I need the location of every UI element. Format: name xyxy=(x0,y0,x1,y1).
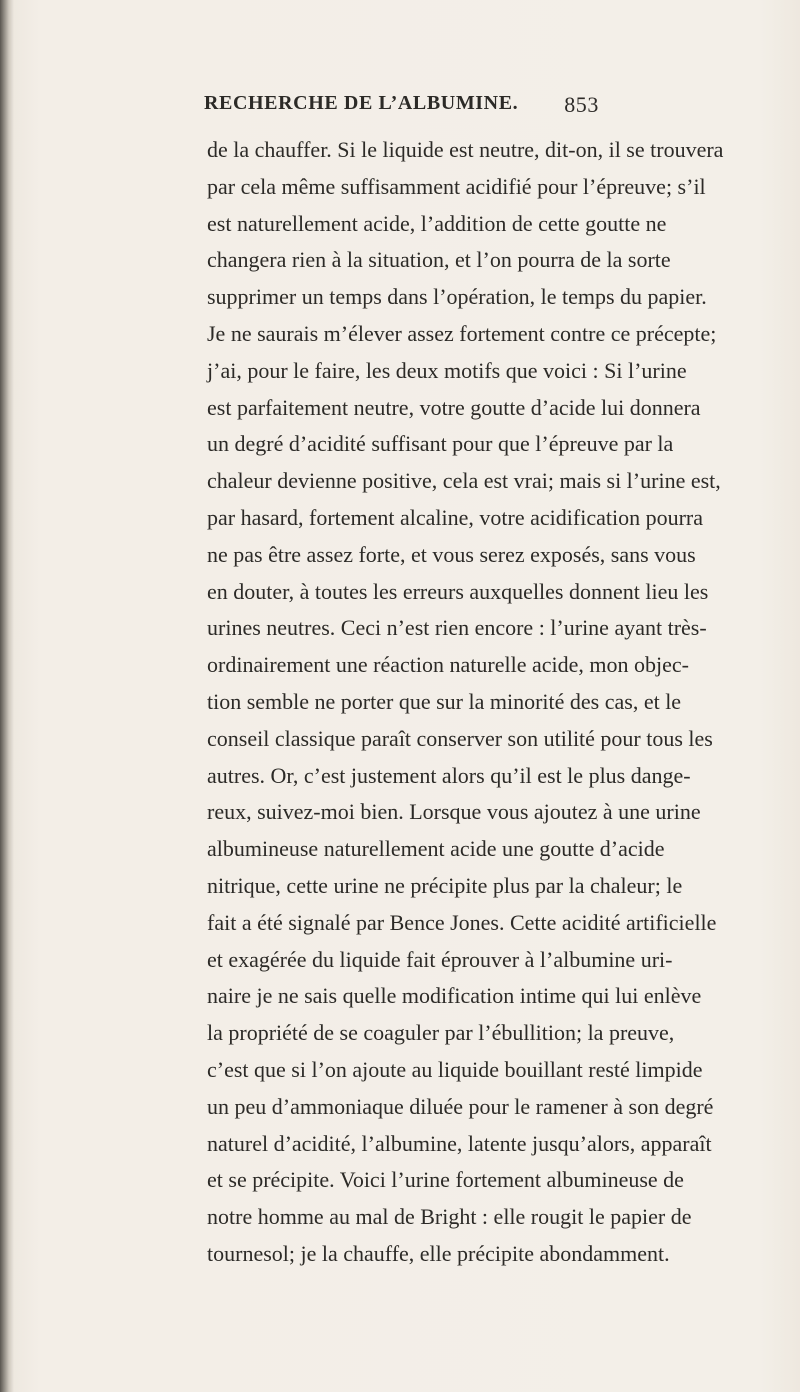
page-binding-edge xyxy=(0,0,14,1392)
text-line: tion semble ne porter que sur la minorité des cas, et le xyxy=(207,688,682,714)
text-line: c’est que si l’on ajoute au liquide bouillant resté limpide xyxy=(207,1056,703,1082)
text-line: un peu d’ammoniaque diluée pour le ramener à son degré xyxy=(207,1093,714,1119)
text-line: naturel d’acidité, l’albumine, latente jusqu’alors, apparaît xyxy=(207,1130,712,1156)
text-line: autres. Or, c’est justement alors qu’il est le plus dange- xyxy=(207,762,691,788)
text-line: j’ai, pour le faire, les deux motifs que voici : Si l’urine xyxy=(207,357,687,383)
text-line: et exagérée du liquide fait éprouver à l’albumine uri- xyxy=(207,946,673,972)
text-line: de la chauffer. Si le liquide est neutre, dit-on, il se trouvera xyxy=(207,137,724,162)
text-line: ordinairement une réaction naturelle acide, mon objec- xyxy=(207,652,689,678)
body-text xyxy=(207,132,724,1273)
text-line: la propriété de se coaguler par l’ébullition; la preuve, xyxy=(207,1020,675,1046)
text-line: par hasard, fortement alcaline, votre acidification pourra xyxy=(207,504,703,530)
text-line: chaleur devienne positive, cela est vrai; mais si l’urine est, xyxy=(207,468,721,494)
text-line: nitrique, cette urine ne précipite plus par la chaleur; le xyxy=(207,872,683,898)
text-line: un degré d’acidité suffisant pour que l’épreuve par la xyxy=(207,431,674,457)
text-line: notre homme au mal de Bright : elle rougit le papier de xyxy=(207,1204,692,1230)
text-line: ne pas être assez forte, et vous serez exposés, sans vous xyxy=(207,541,696,567)
text-line: supprimer un temps dans l’opération, le temps du papier. xyxy=(207,284,707,310)
text-line: tournesol; je la chauffe, elle précipite abondamment. xyxy=(207,1240,670,1266)
text-line: conseil classique paraît conserver son utilité pour tous les xyxy=(207,725,713,751)
text-line: albumineuse naturellement acide une goutte d’acide xyxy=(207,836,665,862)
text-line: changera rien à la situation, et l’on pourra de la sorte xyxy=(207,247,671,273)
page-header xyxy=(204,92,599,124)
page-number: 853 xyxy=(564,92,599,117)
text-line: fait a été signalé par Bence Jones. Cette acidité artificielle xyxy=(207,909,717,935)
text-line: est naturellement acide, l’addition de cette goutte ne xyxy=(207,210,667,236)
text-line: Je ne saurais m’élever assez fortement contre ce précepte; xyxy=(207,320,717,346)
text-line: urines neutres. Ceci n’est rien encore : l’urine ayant très- xyxy=(207,615,707,641)
text-line: naire je ne sais quelle modification intime qui lui enlève xyxy=(207,983,702,1009)
text-line: est parfaitement neutre, votre goutte d’acide lui donnera xyxy=(207,394,701,420)
text-line: reux, suivez-moi bien. Lorsque vous ajoutez à une urine xyxy=(207,799,701,825)
text-line: par cela même suffisamment acidifié pour l’épreuve; s’il xyxy=(207,173,706,199)
text-line: en douter, à toutes les erreurs auxquelles donnent lieu les xyxy=(207,578,709,604)
running-head: RECHERCHE DE L’ALBUMINE. xyxy=(204,92,519,114)
text-line: et se précipite. Voici l’urine fortement albumineuse de xyxy=(207,1167,684,1193)
